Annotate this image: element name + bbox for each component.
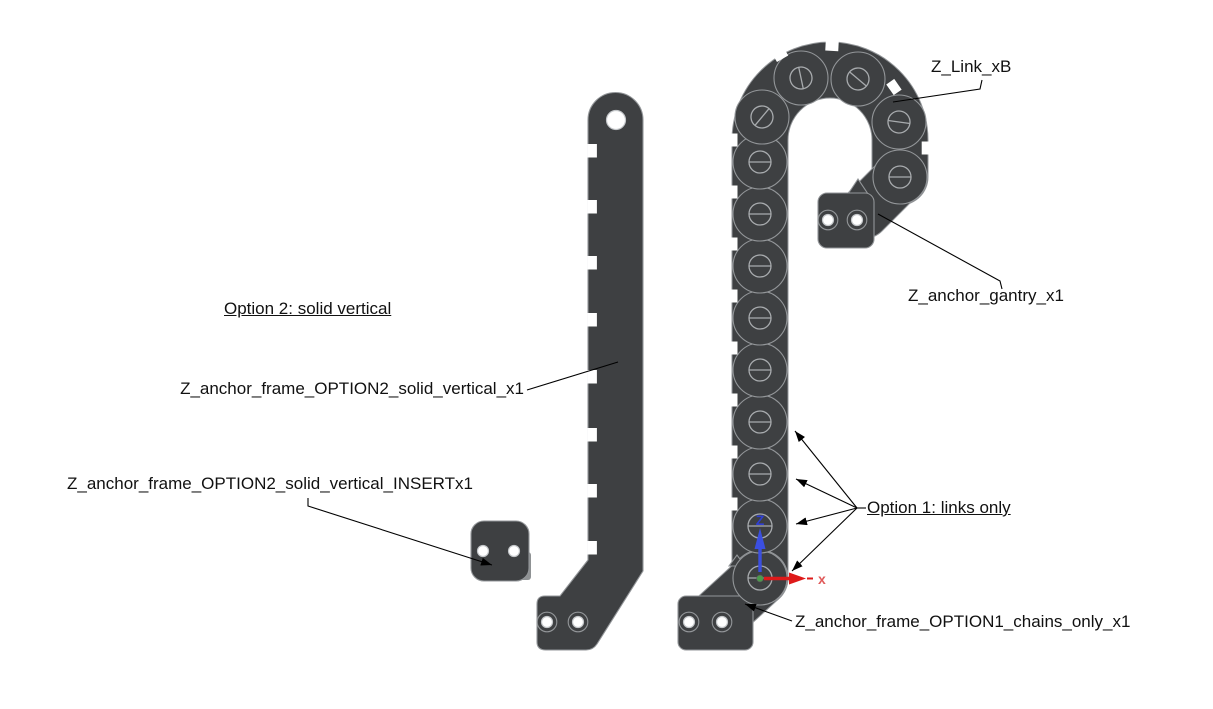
- top-hole: [607, 111, 626, 130]
- insert-part: [471, 521, 531, 581]
- leader-option1-b: [796, 479, 857, 508]
- x-axis-arrow: [789, 573, 806, 585]
- leader-option1-d: [792, 508, 857, 571]
- label-z-anchor-gantry: Z_anchor_gantry_x1: [908, 286, 1064, 305]
- z-axis-label: Z: [755, 512, 765, 528]
- chain-link: [873, 150, 927, 204]
- chain-link: [733, 187, 787, 241]
- chain-link: [733, 239, 787, 293]
- label-option1-chains-only: Z_anchor_frame_OPTION1_chains_only_x1: [795, 612, 1131, 631]
- drag-chain: [678, 25, 933, 650]
- chain-link: [733, 395, 787, 449]
- chain-link: [733, 343, 787, 397]
- label-z-link: Z_Link_xB: [931, 57, 1012, 76]
- x-axis-label: x: [818, 571, 826, 587]
- chain-links: [708, 25, 933, 605]
- leader-option1-c: [796, 508, 857, 524]
- heading-option1: Option 1: links only: [867, 498, 1011, 517]
- leader-option1-a: [795, 431, 857, 508]
- chain-link: [733, 447, 787, 501]
- vertical-frame-part: [537, 92, 643, 650]
- leader-gantry: [878, 214, 1002, 289]
- origin-dot: [757, 575, 764, 582]
- label-option2-insert: Z_anchor_frame_OPTION2_solid_vertical_INSERTx1: [67, 474, 473, 493]
- leader-insert: [308, 498, 492, 565]
- label-option2-vertical: Z_anchor_frame_OPTION2_solid_vertical_x1: [180, 379, 524, 398]
- heading-option2: Option 2: solid vertical: [224, 299, 392, 318]
- chain-link: [733, 291, 787, 345]
